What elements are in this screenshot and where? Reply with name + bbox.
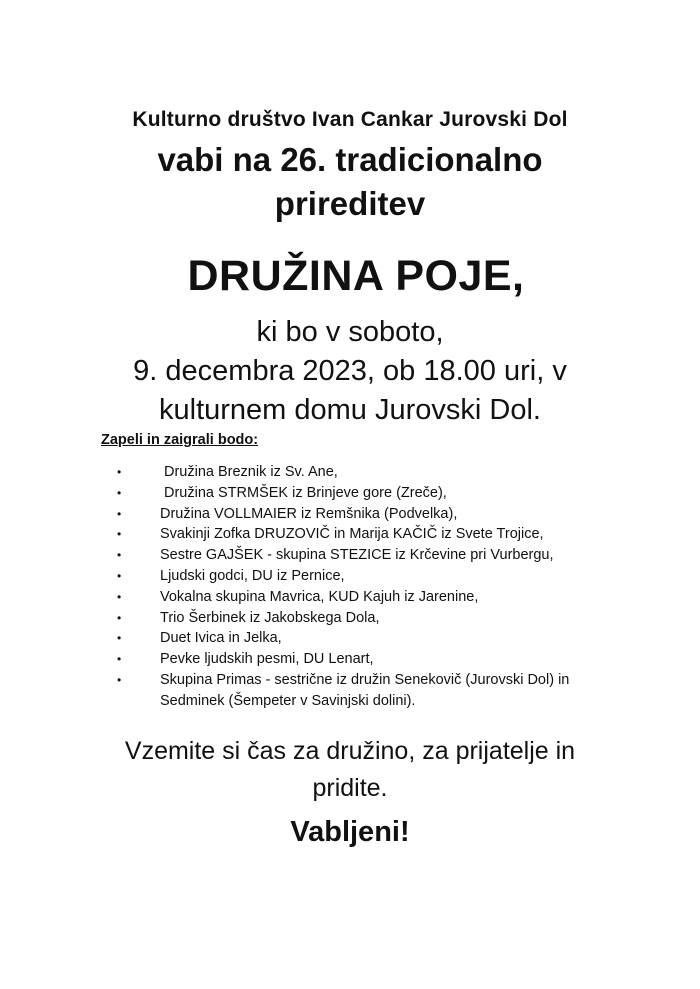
closing-message xyxy=(0,733,700,807)
list-item xyxy=(0,504,700,525)
list-item xyxy=(0,524,700,545)
list-item xyxy=(0,670,700,712)
organizer-name: Kulturno društvo Ivan Cankar Jurovski Dol xyxy=(132,108,568,131)
closing-line-1: Vzemite si čas za družino, za prijatelje in xyxy=(124,737,576,765)
bullet-icon: • xyxy=(117,589,122,604)
list-item xyxy=(0,566,700,587)
performer-name: Duet Ivica in Jelka, xyxy=(160,630,282,647)
performer-name: Svakinji Zofka DRUZOVIČ in Marija KAČIČ iz Svete Trojice, xyxy=(160,526,544,543)
event-title: DRUŽINA POJE, xyxy=(187,252,525,300)
invitation-line-2: prireditev xyxy=(274,185,426,222)
event-details-line-2: 9. decembra 2023, ob 18.00 uri, v xyxy=(133,355,567,387)
bullet-icon: • xyxy=(117,610,122,625)
list-item xyxy=(0,587,700,608)
performer-name: Družina STRMŠEK iz Brinjeve gore (Zreče), xyxy=(164,484,447,501)
performer-name: Družina VOLLMAIER iz Remšnika (Podvelka), xyxy=(160,505,458,522)
invitation-line-1: vabi na 26. tradicionalno xyxy=(157,141,543,178)
bullet-icon: • xyxy=(117,652,122,667)
list-item xyxy=(0,649,700,670)
bullet-icon: • xyxy=(117,485,122,500)
bullet-icon: • xyxy=(117,506,122,521)
list-item xyxy=(0,483,700,504)
event-details-line-1: ki bo v soboto, xyxy=(256,316,444,348)
bullet-icon: • xyxy=(117,631,122,646)
performer-name: Pevke ljudskih pesmi, DU Lenart, xyxy=(160,651,374,668)
performers-heading: Zapeli in zaigrali bodo: xyxy=(101,432,259,448)
bullet-icon: • xyxy=(117,672,122,687)
bullet-icon: • xyxy=(117,465,122,479)
performer-name: Skupina Primas - sestrične iz družin Senekovič (Jurovski Dol) in Sedminek (Šempeter v Savinjski dolini). xyxy=(160,671,570,709)
list-item xyxy=(0,462,700,483)
list-item xyxy=(0,545,700,566)
event-details xyxy=(0,313,700,430)
closing-line-2: pridite. xyxy=(312,774,388,802)
performer-name: Sestre GAJŠEK - skupina STEZICE iz Krčevine pri Vurbergu, xyxy=(160,547,554,564)
list-item xyxy=(0,608,700,629)
performer-name: Družina Breznik iz Sv. Ane, xyxy=(164,464,338,480)
bullet-icon: • xyxy=(117,527,122,542)
bullet-icon: • xyxy=(117,568,122,583)
performer-name: Trio Šerbinek iz Jakobskega Dola, xyxy=(160,609,380,626)
welcome-text: Vabljeni! xyxy=(290,816,410,848)
event-details-line-3: kulturnem domu Jurovski Dol. xyxy=(159,394,541,426)
performer-name: Ljudski godci, DU iz Pernice, xyxy=(160,567,345,584)
performers-list xyxy=(0,462,700,712)
bullet-icon: • xyxy=(117,548,122,563)
list-item xyxy=(0,628,700,649)
performer-name: Vokalna skupina Mavrica, KUD Kajuh iz Jarenine, xyxy=(160,588,479,605)
invitation-heading xyxy=(0,138,700,226)
